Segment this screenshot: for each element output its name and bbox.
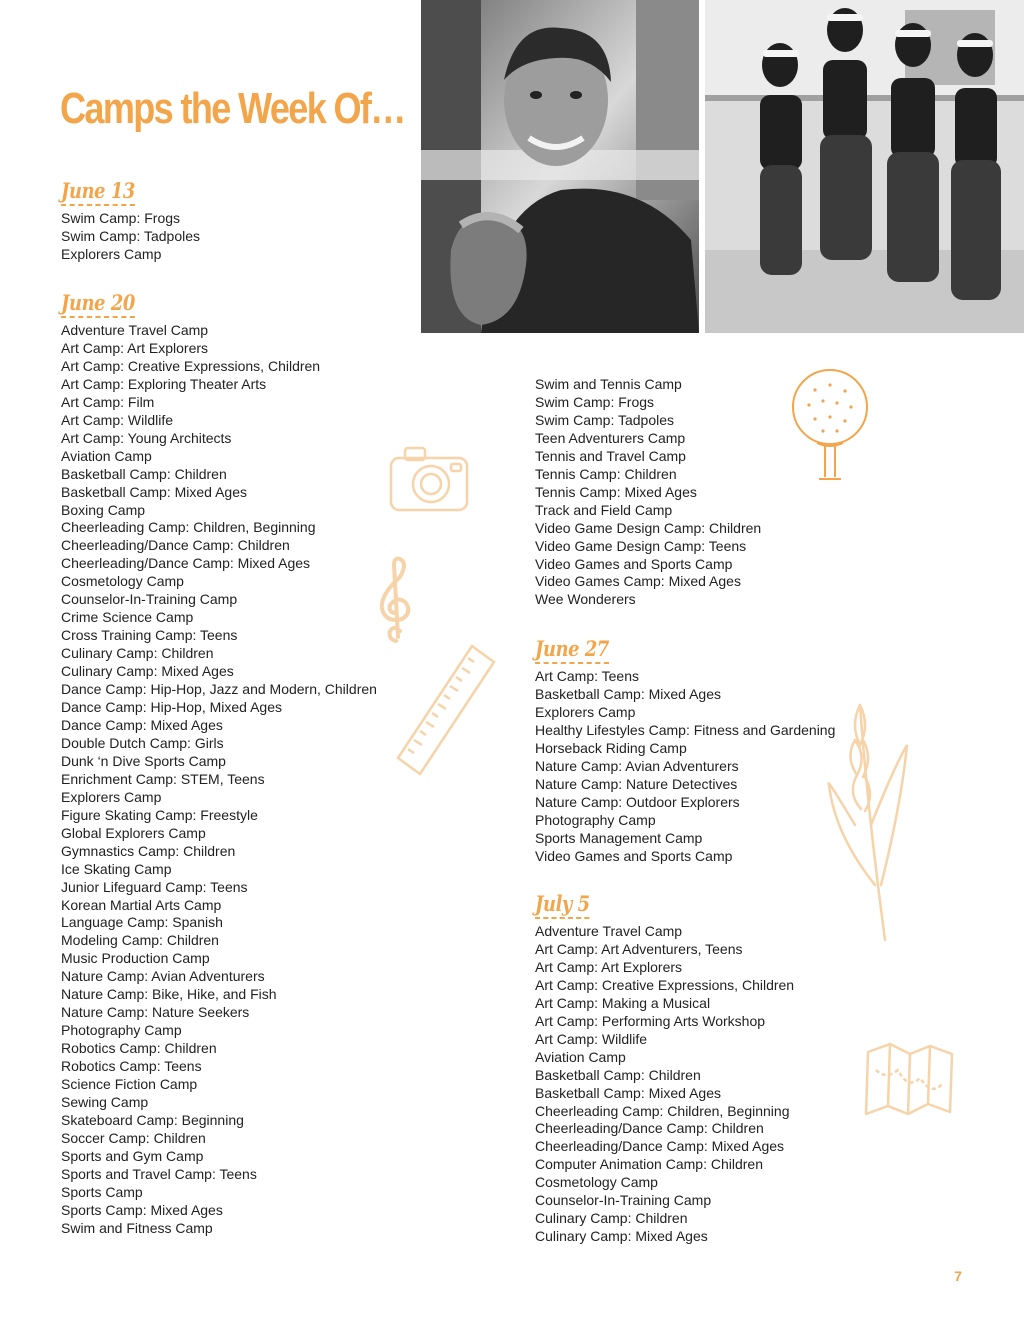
section-heading: July 5 [535,891,590,919]
list-item: Sports Management Camp [535,829,703,846]
list-item: Music Production Camp [61,950,210,967]
list-item: Nature Camp: Nature Detectives [535,775,738,792]
list-item: Korean Martial Arts Camp [61,896,222,913]
list-item: Basketball Camp: Mixed Ages [535,1084,721,1101]
list-item: Art Camp: Exploring Theater Arts [61,375,267,392]
camp-list [535,668,835,865]
page-number: 7 [954,1268,962,1284]
list-item: Crime Science Camp [61,609,194,626]
section-june-20 [61,290,377,1238]
list-item: Sports and Travel Camp: Teens [61,1165,257,1182]
section-june-13 [61,178,200,264]
list-item: Basketball Camp: Children [61,465,227,482]
list-item: Nature Camp: Bike, Hike, and Fish [61,986,277,1003]
list-item: Art Camp: Making a Musical [535,994,711,1011]
section-heading: June 27 [535,636,609,664]
list-item: Video Game Design Camp: Teens [535,537,747,554]
list-item: Modeling Camp: Children [61,932,219,949]
list-item: Swim Camp: Tadpoles [535,411,675,428]
list-item: Video Games and Sports Camp [535,847,733,864]
list-item: Teen Adventurers Camp [535,429,686,446]
list-item: Culinary Camp: Children [61,645,214,662]
list-item: Basketball Camp: Children [535,1066,701,1083]
list-item: Dance Camp: Mixed Ages [61,716,223,733]
list-item: Art Camp: Performing Arts Workshop [535,1012,766,1029]
list-item: Enrichment Camp: STEM, Teens [61,770,265,787]
list-item: Sewing Camp [61,1093,149,1110]
list-item: Art Camp: Film [61,393,155,410]
list-item: Culinary Camp: Mixed Ages [535,1228,708,1245]
list-item: Counselor-In-Training Camp [535,1192,712,1209]
list-item: Boxing Camp [61,501,146,518]
list-item: Sports Camp: Mixed Ages [61,1201,223,1218]
section-june-27 [535,636,835,865]
list-item: Cheerleading Camp: Children, Beginning [61,519,316,536]
list-item: Cosmetology Camp [61,573,184,590]
list-item: Explorers Camp [535,703,636,720]
list-item: Swim Camp: Frogs [535,393,655,410]
list-item: Science Fiction Camp [61,1076,198,1093]
section-heading: June 13 [61,178,135,206]
list-item: Figure Skating Camp: Freestyle [61,806,258,823]
list-item: Swim and Tennis Camp [535,376,682,392]
list-item: Sports and Gym Camp [61,1147,204,1164]
list-item: Explorers Camp [61,788,162,805]
list-item: Explorers Camp [61,245,162,262]
list-item: Swim Camp: Frogs [61,210,181,226]
list-item: Double Dutch Camp: Girls [61,734,224,751]
page-title: Camps the Week Of… [60,84,405,133]
list-item: Soccer Camp: Children [61,1129,206,1146]
photo-boy-with-clay [421,0,699,333]
list-item: Junior Lifeguard Camp: Teens [61,878,248,895]
section-heading: June 20 [61,290,135,318]
list-item: Art Camp: Art Adventurers, Teens [535,940,743,957]
map-icon [862,1040,957,1120]
list-item: Basketball Camp: Mixed Ages [535,685,721,702]
ruler-icon [390,640,500,780]
camp-list [61,322,377,1238]
list-item: Cheerleading Camp: Children, Beginning [535,1102,790,1119]
list-item: Adventure Travel Camp [535,923,683,939]
list-item: Healthy Lifestyles Camp: Fitness and Gardening [535,721,836,738]
list-item: Nature Camp: Nature Seekers [61,1004,250,1021]
list-item: Dance Camp: Hip-Hop, Mixed Ages [61,699,282,716]
wheat-icon [815,685,915,945]
camp-list [535,376,761,609]
list-item: Track and Field Camp [535,501,673,518]
list-item: Video Games Camp: Mixed Ages [535,573,741,590]
list-item: Art Camp: Art Explorers [535,958,683,975]
list-item: Tennis Camp: Mixed Ages [535,483,697,500]
list-item: Art Camp: Young Architects [61,429,232,446]
golf-ball-icon [785,365,875,490]
list-item: Cosmetology Camp [535,1174,658,1191]
list-item: Skateboard Camp: Beginning [61,1111,244,1128]
list-item: Dunk ‘n Dive Sports Camp [61,752,226,769]
list-item: Basketball Camp: Mixed Ages [61,483,247,500]
list-item: Dance Camp: Hip-Hop, Jazz and Modern, Children [61,681,377,698]
list-item: Aviation Camp [61,447,152,464]
list-item: Art Camp: Art Explorers [61,339,209,356]
camp-list [535,923,794,1246]
list-item: Ice Skating Camp [61,860,172,877]
list-item: Adventure Travel Camp [61,322,209,338]
treble-clef-icon [370,555,420,645]
list-item: Culinary Camp: Mixed Ages [61,663,234,680]
photo-dancing-girls [705,0,1024,333]
list-item: Aviation Camp [535,1048,626,1065]
section-june-20-continued [535,376,761,609]
list-item: Cross Training Camp: Teens [61,627,238,644]
list-item: Art Camp: Wildlife [535,1030,648,1047]
list-item: Robotics Camp: Teens [61,1058,202,1075]
list-item: Wee Wonderers [535,591,636,608]
list-item: Cheerleading/Dance Camp: Children [535,1120,764,1137]
list-item: Art Camp: Teens [535,668,640,684]
list-item: Computer Animation Camp: Children [535,1156,763,1173]
list-item: Language Camp: Spanish [61,914,223,931]
list-item: Counselor-In-Training Camp [61,591,238,608]
list-item: Nature Camp: Avian Adventurers [535,757,739,774]
list-item: Photography Camp [535,811,656,828]
list-item: Gymnastics Camp: Children [61,842,236,859]
list-item: Art Camp: Wildlife [61,411,174,428]
list-item: Swim and Fitness Camp [61,1219,213,1236]
camp-list [61,210,200,264]
section-july-5 [535,891,794,1246]
list-item: Cheerleading/Dance Camp: Mixed Ages [535,1138,785,1155]
list-item: Tennis and Travel Camp [535,447,686,464]
list-item: Global Explorers Camp [61,824,206,841]
list-item: Sports Camp [61,1183,143,1200]
list-item: Robotics Camp: Children [61,1040,217,1057]
list-item: Cheerleading/Dance Camp: Children [61,537,290,554]
list-item: Horseback Riding Camp [535,739,687,756]
list-item: Art Camp: Creative Expressions, Children [535,976,795,993]
camera-icon [385,438,475,518]
list-item: Photography Camp [61,1022,182,1039]
list-item: Art Camp: Creative Expressions, Children [61,357,321,374]
list-item: Nature Camp: Avian Adventurers [61,968,265,985]
list-item: Swim Camp: Tadpoles [61,227,201,244]
list-item: Video Game Design Camp: Children [535,519,762,536]
list-item: Tennis Camp: Children [535,465,677,482]
list-item: Video Games and Sports Camp [535,555,733,572]
list-item: Cheerleading/Dance Camp: Mixed Ages [61,555,311,572]
list-item: Culinary Camp: Children [535,1210,688,1227]
list-item: Nature Camp: Outdoor Explorers [535,793,740,810]
